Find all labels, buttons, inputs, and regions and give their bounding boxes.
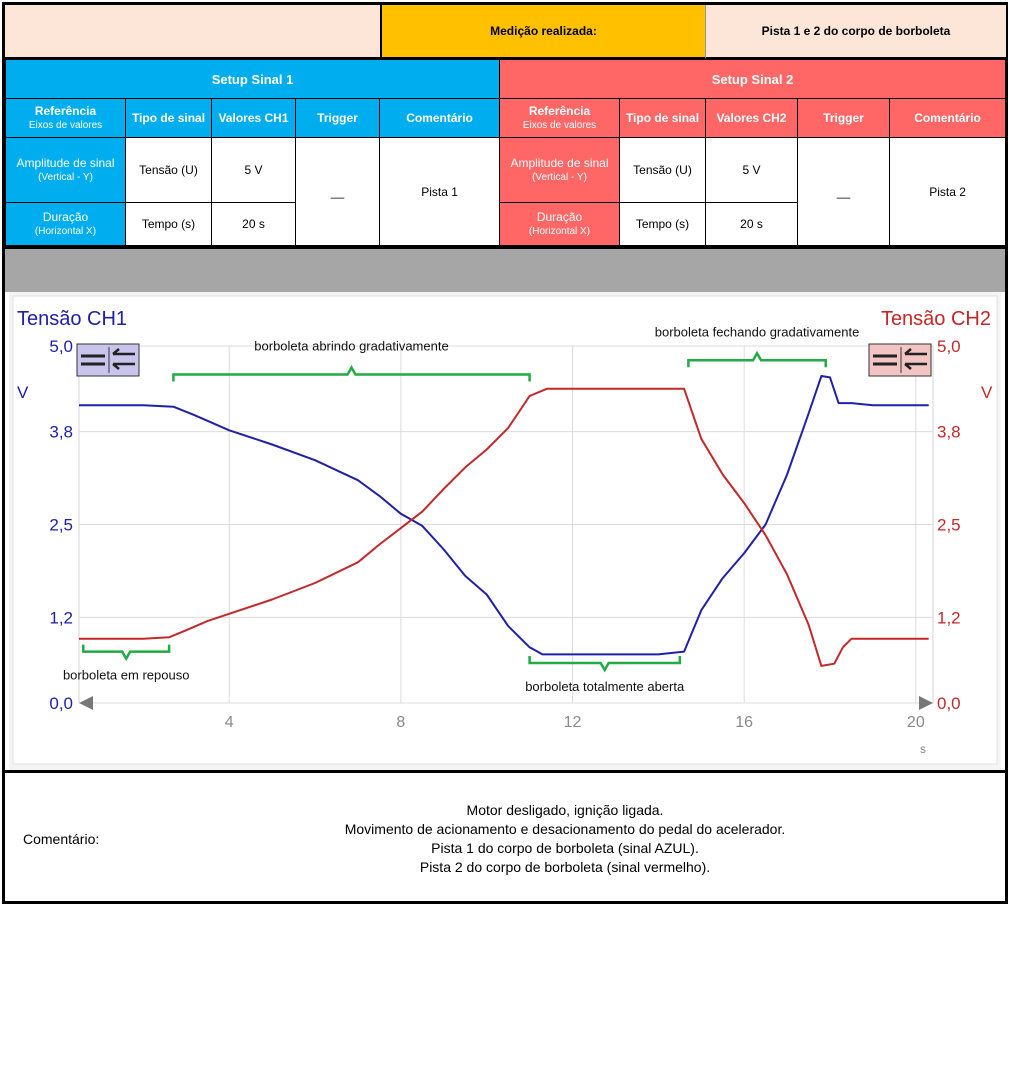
setup-1-comment: Pista 1 [380,138,500,246]
chart-background [13,296,997,764]
comment-text [295,801,835,877]
setup-2-amplitude-sub: (Vertical - Y) [532,171,587,183]
setup-1-amplitude-sub: (Vertical - Y) [38,171,93,183]
comment-line: Motor desligado, ignição ligada. [466,802,664,818]
y-left-tick-label: 3,8 [49,422,73,442]
setup-1-col-ref [6,99,126,138]
setup-2-duration-type: Tempo (s) [620,203,706,246]
y-right-tick-label: 5,0 [937,337,961,356]
setup-2-col-ref-sub: Eixos de valores [522,119,597,131]
setup-2-duration-sub: (Horizontal X) [528,225,591,237]
comment-label: Comentário: [23,831,100,847]
oscilloscope-chart [9,292,1001,770]
setup-2-amplitude-type: Tensão (U) [620,138,706,203]
ch1-scale-button[interactable] [77,344,139,376]
setup-2-duration-value: 20 s [706,203,798,246]
setup-2-amplitude-value: 5 V [706,138,798,203]
setup-1-col-ref-sub: Eixos de valores [28,119,103,131]
comment-line: Movimento de acionamento e desacionamento do pedal do acelerador. [344,821,786,837]
x-tick-label: 20 [906,714,925,731]
setup-1-duration-sub: (Horizontal X) [34,225,97,237]
comment-section [5,770,1005,904]
setup-signal-2-table [499,59,1006,246]
setup-1-amplitude-type: Tensão (U) [126,138,212,203]
setup-2-col-comment: Comentário [890,99,1006,138]
comment-line: Pista 2 do corpo de borboleta (sinal vermelho). [419,859,711,875]
setup-2-amplitude-label: Amplitude de sinal [510,155,609,170]
setup-1-duration-label: Duração [42,209,89,224]
measurement-value: Pista 1 e 2 do corpo de borboleta [706,5,1006,59]
x-tick-label: 4 [224,714,234,731]
ch1-unit-label: V [17,383,29,402]
y-left-tick-label: 1,2 [49,608,73,628]
setup-1-row-duration [6,203,126,246]
setup-1-col-trigger: Trigger [296,99,380,138]
y-left-tick-label: 0,0 [49,694,73,713]
setup-2-col-trigger: Trigger [798,99,890,138]
annotation-label: borboleta em repouso [62,667,190,683]
setup-2-title: Setup Sinal 2 [500,60,1006,99]
ch2-scale-button[interactable] [869,344,931,376]
setup-signal-1-table [5,59,500,246]
ch1-title: Tensão CH1 [17,308,128,330]
setup-1-title: Setup Sinal 1 [6,60,500,99]
header-blank-cell [5,5,382,59]
annotation-label: borboleta totalmente aberta [525,679,685,695]
x-tick-label: 12 [563,714,582,731]
setup-1-col-type: Tipo de sinal [126,99,212,138]
separator-bar [5,246,1005,292]
annotation-label: borboleta fechando gradativamente [654,324,860,340]
measurement-sheet [2,2,1008,904]
comment-line: Pista 1 do corpo de borboleta (sinal AZUL). [431,840,699,856]
setup-1-trigger: __ [296,138,380,246]
header-row [5,5,1005,59]
x-tick-label: 16 [735,714,754,731]
setup-1-col-ref-label: Referência [34,103,97,118]
setup-1-amplitude-label: Amplitude de sinal [16,155,115,170]
measurement-label: Medição realizada: [382,5,706,59]
setup-1-col-comment: Comentário [380,99,500,138]
y-right-tick-label: 0,0 [937,694,961,713]
setup-2-row-duration [500,203,620,246]
setup-2-col-ref [500,99,620,138]
y-right-tick-label: 1,2 [937,608,961,628]
setup-2-col-values: Valores CH2 [706,99,798,138]
x-tick-label: 8 [396,714,406,731]
y-left-tick-label: 2,5 [49,515,73,535]
setup-2-duration-label: Duração [536,209,583,224]
setup-2-col-type: Tipo de sinal [620,99,706,138]
setup-1-duration-type: Tempo (s) [126,203,212,246]
setup-2-row-amplitude [500,138,620,203]
ch2-title: Tensão CH2 [880,308,991,330]
y-left-tick-label: 5,0 [49,337,73,356]
y-right-tick-label: 3,8 [937,422,961,442]
annotation-label: borboleta abrindo gradativamente [254,338,449,354]
setup-2-col-ref-label: Referência [528,103,591,118]
setup-1-col-values: Valores CH1 [212,99,296,138]
x-unit-label: s [920,742,926,756]
ch2-unit-label: V [981,383,993,402]
setup-2-trigger: __ [798,138,890,246]
setup-1-amplitude-value: 5 V [212,138,296,203]
setup-1-row-amplitude [6,138,126,203]
setup-2-comment: Pista 2 [890,138,1006,246]
y-right-tick-label: 2,5 [937,515,961,535]
setup-1-duration-value: 20 s [212,203,296,246]
